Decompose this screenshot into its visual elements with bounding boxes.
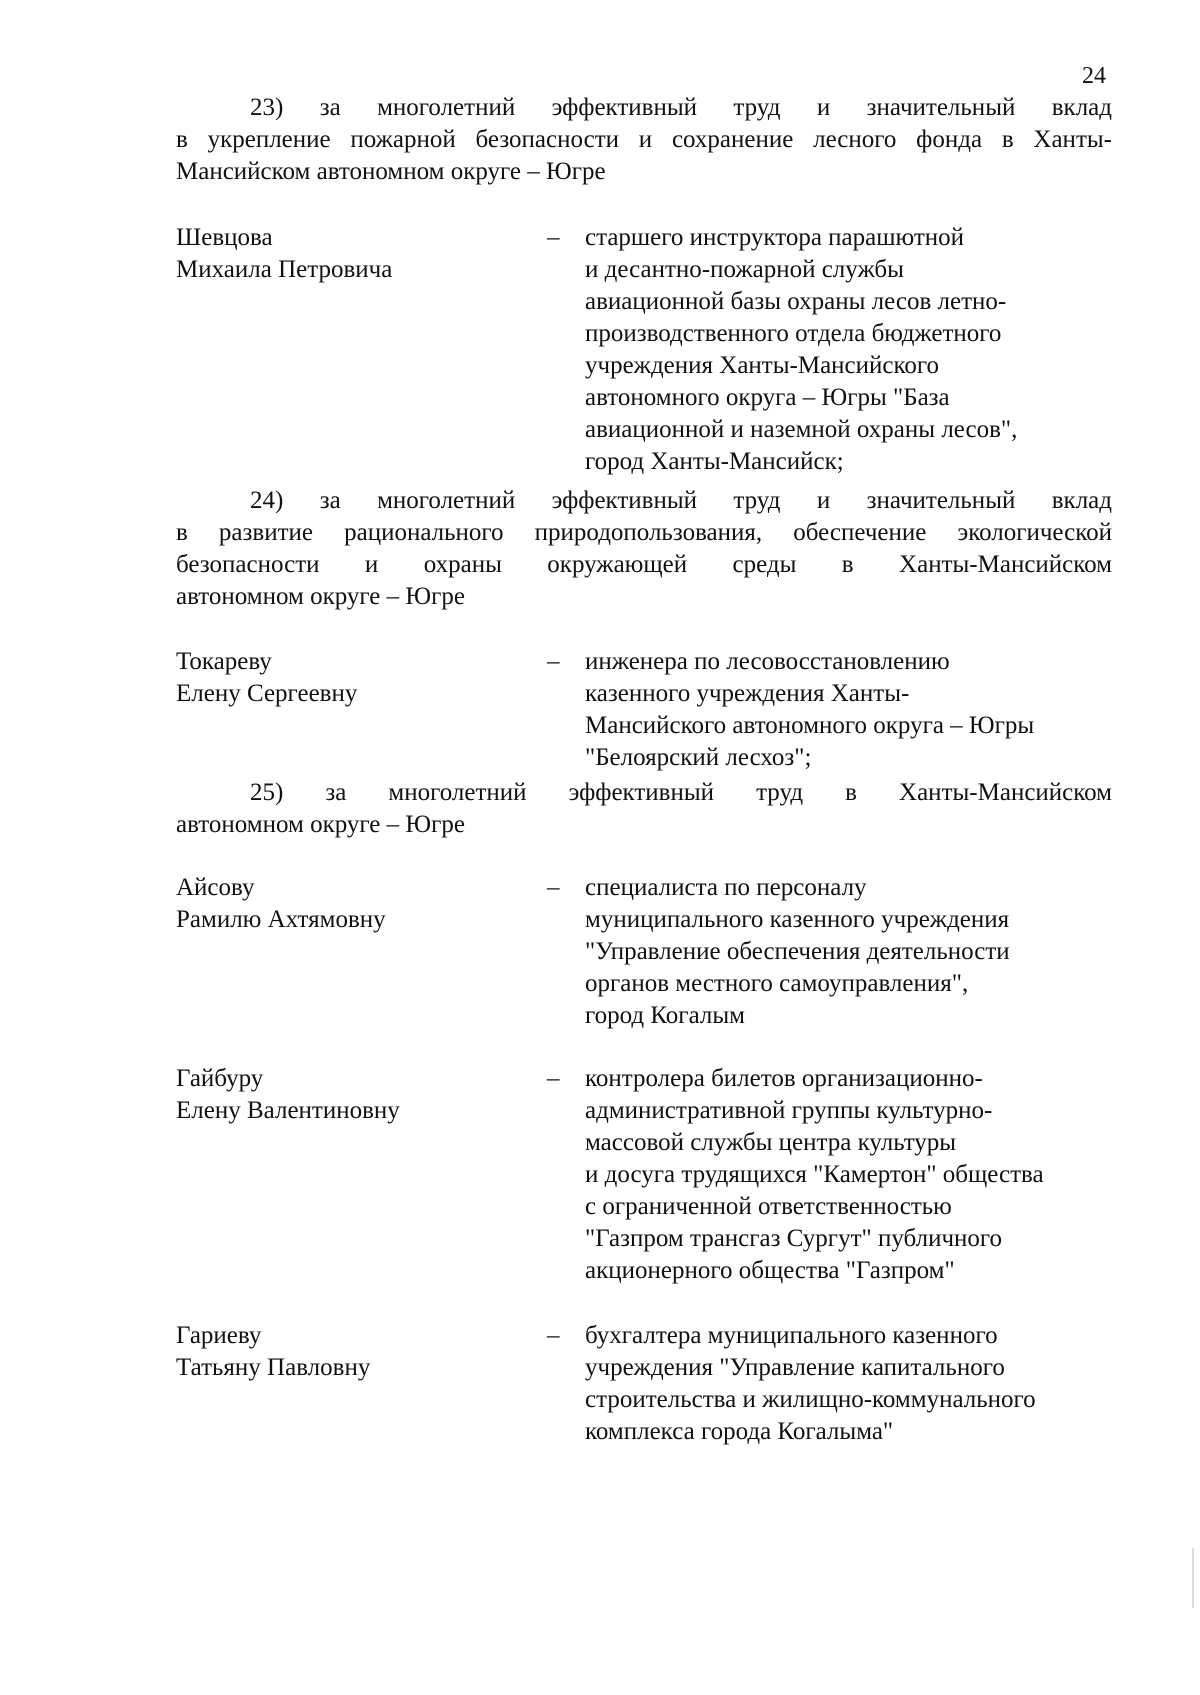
- award-entry: [176, 1320, 1116, 1445]
- position-line: производственного отдела бюджетного: [585, 320, 1002, 347]
- section-heading-line: в укрепление пожарной безопасности и сохранение лесного фонда в Ханты-: [176, 126, 1112, 153]
- recipient-given-names: Елену Сергеевну: [176, 680, 358, 707]
- position-line: комплекса города Когалыма": [585, 1418, 894, 1445]
- dash-separator: –: [547, 224, 560, 251]
- recipient-given-names: Михаила Петровича: [176, 256, 393, 283]
- position-line: массовой службы центра культуры: [585, 1129, 957, 1156]
- recipient-given-names: Елену Валентиновну: [176, 1097, 400, 1124]
- award-entry: [176, 872, 1116, 1029]
- position-line: старшего инструктора парашютной: [585, 224, 965, 251]
- position-line: "Белоярский лесхоз";: [585, 744, 812, 771]
- position-line: акционерного общества "Газпром": [585, 1257, 955, 1284]
- position-line: город Ханты-Мансийск;: [585, 448, 844, 475]
- scan-edge-mark: [1192, 1548, 1194, 1608]
- award-entry: [176, 222, 1116, 475]
- position-line: муниципального казенного учреждения: [585, 906, 1010, 933]
- position-line: автономного округа – Югры "База: [585, 384, 950, 411]
- position-line: и десантно-пожарной службы: [585, 256, 904, 283]
- position-line: строительства и жилищно-коммунального: [585, 1386, 1036, 1413]
- recipient-name: [176, 872, 536, 936]
- position-line: авиационной базы охраны лесов летно-: [585, 288, 1007, 315]
- recipient-surname: Гариеву: [176, 1322, 262, 1349]
- position-line: казенного учреждения Ханты-: [585, 680, 910, 707]
- page-number: 24: [1082, 63, 1106, 89]
- dash-separator: –: [547, 1322, 560, 1349]
- recipient-surname: Айсову: [176, 874, 255, 901]
- award-entry: [176, 646, 1116, 771]
- recipient-name: [176, 1320, 536, 1384]
- section-heading-25: [176, 777, 1112, 841]
- position-line: с ограниченной ответственностью: [585, 1193, 952, 1220]
- recipient-surname: Токареву: [176, 648, 272, 675]
- position-line: и досуга трудящихся "Камертон" общества: [585, 1161, 1044, 1188]
- position-line: контролера билетов организационно-: [585, 1065, 983, 1092]
- section-heading-line: Мансийском автономном округе – Югре: [176, 158, 606, 185]
- position-line: инженера по лесовосстановлению: [585, 648, 950, 675]
- position-line: город Когалым: [585, 1002, 745, 1029]
- dash-separator: –: [547, 874, 560, 901]
- position-line: Мансийского автономного округа – Югры: [585, 712, 1035, 739]
- recipient-position: [585, 1320, 1116, 1448]
- position-line: бухгалтера муниципального казенного: [585, 1322, 998, 1349]
- position-line: учреждения "Управление капитального: [585, 1354, 1005, 1381]
- recipient-name: [176, 646, 536, 710]
- position-line: органов местного самоуправления",: [585, 970, 969, 997]
- recipient-surname: Гайбуру: [176, 1065, 264, 1092]
- position-line: специалиста по персоналу: [585, 874, 867, 901]
- dash-separator: –: [547, 1065, 560, 1092]
- award-entry: [176, 1063, 1116, 1284]
- dash-separator: –: [547, 648, 560, 675]
- recipient-given-names: Рамилю Ахтямовну: [176, 906, 386, 933]
- section-heading-line: автономном округе – Югре: [176, 583, 465, 610]
- section-heading-line: 23) за многолетний эффективный труд и значительный вклад: [250, 94, 1112, 121]
- recipient-position: [585, 1063, 1116, 1287]
- section-heading-24: [176, 485, 1112, 613]
- recipient-name: [176, 222, 536, 286]
- recipient-position: [585, 646, 1116, 774]
- position-line: административной группы культурно-: [585, 1097, 993, 1124]
- recipient-name: [176, 1063, 536, 1127]
- section-heading-23: [176, 92, 1112, 188]
- section-heading-line: 25) за многолетний эффективный труд в Ханты-Мансийском: [250, 779, 1112, 806]
- recipient-surname: Шевцова: [176, 224, 273, 251]
- position-line: "Управление обеспечения деятельности: [585, 938, 1010, 965]
- section-heading-line: 24) за многолетний эффективный труд и значительный вклад: [250, 487, 1112, 514]
- position-line: авиационной и наземной охраны лесов",: [585, 416, 1018, 443]
- position-line: учреждения Ханты-Мансийского: [585, 352, 940, 379]
- position-line: "Газпром трансгаз Сургут" публичного: [585, 1225, 1003, 1252]
- recipient-given-names: Татьяну Павловну: [176, 1354, 371, 1381]
- recipient-position: [585, 222, 1116, 478]
- recipient-position: [585, 872, 1116, 1032]
- section-heading-line: автономном округе – Югре: [176, 811, 465, 838]
- section-heading-line: безопасности и охраны окружающей среды в Ханты-Мансийском: [176, 551, 1112, 578]
- section-heading-line: в развитие рационального природопользования, обеспечение экологической: [176, 519, 1112, 546]
